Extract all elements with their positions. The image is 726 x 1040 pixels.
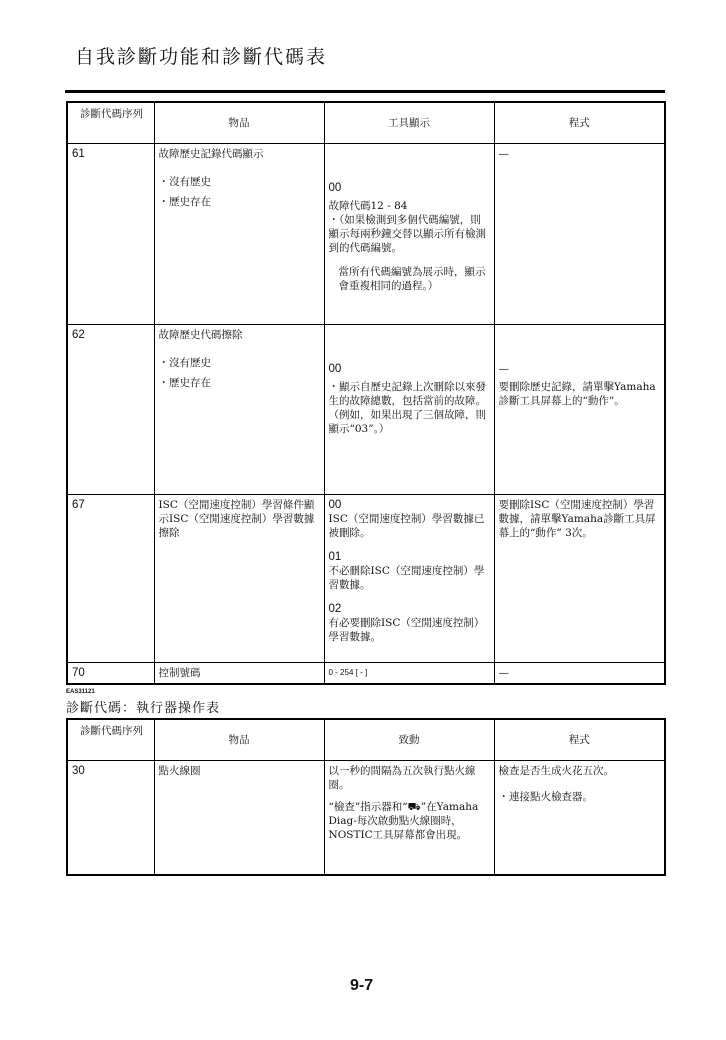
display-code: 01 xyxy=(328,551,342,563)
header-display: 工具顯示 xyxy=(324,102,494,144)
code-cell: 62 xyxy=(67,325,154,495)
item-cell xyxy=(154,144,324,325)
procedure-cell: — xyxy=(494,663,665,685)
header-action: 致動 xyxy=(324,719,494,761)
display-cell xyxy=(324,495,494,663)
action-text: 以一秒的間隔為五次執行點火線圈。 xyxy=(328,765,476,791)
bullet: ・歷史存在 xyxy=(158,196,211,208)
display-code: 00 xyxy=(328,182,342,194)
diagnostic-code-table xyxy=(66,101,666,685)
header-item: 物品 xyxy=(154,719,324,761)
title-rule xyxy=(65,90,665,93)
item-title: 故障歷史記錄代碼顯示 xyxy=(158,148,264,160)
display-text: ・顯示自歷史記錄上次刪除以來發生的故障總數，包括當前的故障。 （例如，如果出現了三個故障，則顯示“03”。） xyxy=(328,381,486,435)
header-code: 診斷代碼序列 xyxy=(67,102,154,144)
section-ref: EAS31121 xyxy=(66,689,95,695)
procedure-cell: 要刪除ISC（空閒速度控制）學習數據，請單擊Yamaha診斷工具屏幕上的“動作” 3次。 xyxy=(494,495,665,663)
display-text: 當所有代碼編號為展示時，顯示會重複相同的過程。） xyxy=(338,266,486,292)
header-item: 物品 xyxy=(154,102,324,144)
page-title: 自我診斷功能和診斷代碼表 xyxy=(75,46,328,68)
bullet: ・歷史存在 xyxy=(158,377,211,389)
action-cell xyxy=(324,761,494,875)
table-header-row xyxy=(67,102,665,144)
actuator-operation-table xyxy=(66,718,666,876)
bullet: ・沒有歷史 xyxy=(158,176,211,188)
item-cell: ISC（空閒速度控制）學習條件顯示ISC（空閒速度控制）學習數據擦除 xyxy=(154,495,324,663)
code-cell: 67 xyxy=(67,495,154,663)
action-text: “檢查”指示器和“⛟”在Yamaha Diag-每次啟動點火線圈時，NOSTIC工具屏幕都會出現。 xyxy=(328,801,479,841)
table-row xyxy=(67,495,665,663)
procedure-text: ・連接點火檢查器。 xyxy=(498,791,593,803)
page-number: 9-7 xyxy=(350,977,374,994)
item-cell: 點火線圈 xyxy=(154,761,324,875)
display-code: 00 xyxy=(328,499,342,511)
procedure-dash: — xyxy=(498,363,509,375)
display-cell xyxy=(324,325,494,495)
procedure-text: 要刪除歷史記錄，請單擊Yamaha診斷工具屏幕上的“動作”。 xyxy=(498,381,656,407)
section-title: 診斷代碼：執行器操作表 xyxy=(66,701,221,716)
procedure-text: 檢查是否生成火花五次。 xyxy=(498,765,614,777)
code-cell: 70 xyxy=(67,663,154,685)
header-procedure: 程式 xyxy=(494,719,665,761)
table-row xyxy=(67,663,665,685)
header-code: 診斷代碼序列 xyxy=(67,719,154,761)
display-code: 02 xyxy=(328,603,342,615)
display-code: 00 xyxy=(328,363,342,375)
item-title: 故障歷史代碼擦除 xyxy=(158,329,243,341)
table-header-row xyxy=(67,719,665,761)
table-row xyxy=(67,761,665,875)
code-cell: 30 xyxy=(67,761,154,875)
display-cell xyxy=(324,144,494,325)
procedure-cell xyxy=(494,325,665,495)
table-row xyxy=(67,144,665,325)
procedure-cell xyxy=(494,761,665,875)
item-cell: 控制號碼 xyxy=(154,663,324,685)
display-text: ・（如果檢測到多個代碼編號，則顯示每兩秒鐘交替以顯示所有檢測到的代碼編號。 xyxy=(328,214,486,254)
bullet: ・沒有歷史 xyxy=(158,357,211,369)
code-cell: 61 xyxy=(67,144,154,325)
display-text: 有必要刪除ISC（空閒速度控制）學習數據。 xyxy=(328,617,485,643)
display-text: 不必刪除ISC（空閒速度控制）學習數據。 xyxy=(328,565,485,591)
item-cell xyxy=(154,325,324,495)
table-row xyxy=(67,325,665,495)
display-cell: 0 - 254 [ - ] xyxy=(324,663,494,685)
procedure-cell: — xyxy=(494,144,665,325)
display-text: ISC（空閒速度控制）學習數據已被刪除。 xyxy=(328,513,485,539)
header-procedure: 程式 xyxy=(494,102,665,144)
display-text: 故障代碼12 - 84 xyxy=(328,200,408,212)
